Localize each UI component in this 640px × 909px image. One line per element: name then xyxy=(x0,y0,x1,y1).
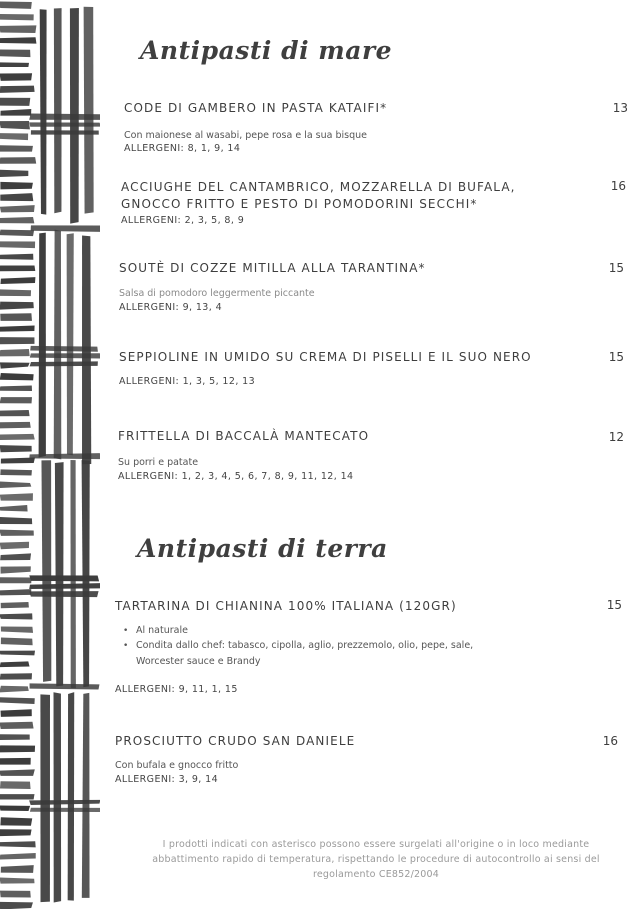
brush-stroke xyxy=(0,98,30,106)
brush-stroke xyxy=(0,517,32,524)
menu-item-price: 16 xyxy=(602,734,618,748)
menu-item-description: Salsa di pomodoro leggermente piccante xyxy=(119,288,315,299)
menu-item-name: ACCIUGHE DEL CANTAMBRICO, MOZZARELLA DI BUFALA, GNOCCO FRITTO E PESTO DI POMODORINI SECCHI* xyxy=(121,180,516,211)
brush-stroke xyxy=(0,73,32,81)
brush-stroke xyxy=(0,829,32,836)
brush-stroke xyxy=(1,626,33,632)
brush-stroke xyxy=(0,817,32,825)
brush-stroke xyxy=(0,794,34,799)
brush-stroke xyxy=(0,145,33,151)
brush-stroke xyxy=(68,692,75,901)
menu-item-price: 13 xyxy=(612,101,628,115)
brush-stroke xyxy=(82,460,90,687)
brush-stroke xyxy=(0,397,32,403)
option-item: • Al naturale xyxy=(120,624,473,639)
brush-stroke xyxy=(30,808,100,812)
brush-stroke xyxy=(0,505,28,511)
brush-stroke xyxy=(0,193,33,201)
brush-stroke xyxy=(0,469,32,475)
brush-stroke xyxy=(0,745,35,752)
brush-stroke xyxy=(0,902,33,909)
footnote: I prodotti indicati con asterisco possono essere surgelati all'origine o in loco mediante abbattimento rapido di temperatura, rispettando le procedure di autocontrollo ai sensi del regolamento CE852/2004 xyxy=(152,839,600,880)
menu-item-price: 15 xyxy=(608,350,624,364)
brush-stroke xyxy=(0,853,36,860)
brush-stroke xyxy=(1,865,34,873)
brush-stroke xyxy=(70,460,75,688)
menu-item-allergens: ALLERGENI: 1, 2, 3, 4, 5, 6, 7, 8, 9, 11, 12, 14 xyxy=(118,471,354,482)
menu-item-allergens: ALLERGENI: 8, 1, 9, 14 xyxy=(124,143,241,154)
brush-stroke xyxy=(0,14,34,20)
brush-stroke xyxy=(0,877,35,883)
brush-stroke xyxy=(39,233,46,458)
brush-stroke xyxy=(31,225,100,231)
brush-stroke xyxy=(54,8,62,213)
menu-item-description: Con maionese al wasabi, pepe rosa e la sua bisque xyxy=(124,130,367,141)
brush-stroke xyxy=(0,230,34,237)
brush-stroke xyxy=(0,62,29,67)
brush-stroke xyxy=(29,583,100,589)
brush-stroke xyxy=(40,9,47,214)
menu-item-price: 15 xyxy=(606,598,622,612)
brush-stroke xyxy=(0,170,28,177)
brush-stroke xyxy=(54,230,62,460)
brush-stroke xyxy=(0,37,36,43)
brush-stroke xyxy=(40,694,50,902)
option-item-continuation: Worcester sauce e Brandy xyxy=(136,656,261,667)
brush-stroke xyxy=(0,758,31,765)
brush-stroke xyxy=(0,349,30,356)
brush-stroke xyxy=(0,362,30,368)
brush-stroke xyxy=(0,686,29,693)
brush-stroke xyxy=(0,277,35,284)
brush-stroke xyxy=(1,709,32,717)
brush-stroke xyxy=(0,697,35,704)
menu-item-allergens: ALLERGENI: 9, 13, 4 xyxy=(119,302,223,313)
brush-stroke xyxy=(54,692,62,902)
brush-stroke xyxy=(0,217,34,223)
brush-stroke xyxy=(0,722,34,729)
brush-stroke xyxy=(0,445,32,452)
brush-stroke xyxy=(0,769,35,776)
brush-stroke xyxy=(0,493,33,500)
brush-stroke xyxy=(70,8,79,224)
brush-stroke xyxy=(55,462,64,686)
brush-stroke xyxy=(0,241,35,248)
brush-stroke xyxy=(82,235,91,464)
brush-stroke xyxy=(0,434,35,440)
menu-item-allergens: ALLERGENI: 2, 3, 5, 8, 9 xyxy=(121,215,245,226)
brush-stroke xyxy=(0,577,31,583)
brush-stroke xyxy=(0,302,34,310)
brush-stroke xyxy=(0,205,35,212)
menu-item-price: 12 xyxy=(608,430,624,444)
brush-stroke xyxy=(0,530,34,536)
menu-item-name: TARTARINA DI CHIANINA 100% ITALIANA (120GR) xyxy=(115,599,457,613)
brush-stroke xyxy=(84,7,94,214)
section-title-antipasti-di-terra: Antipasti di terra xyxy=(137,534,388,563)
brush-stroke xyxy=(0,182,33,189)
option-item: • Condita dallo chef: tabasco, cipolla, aglio, prezzemolo, olio, pepe, sale, xyxy=(120,639,473,654)
brush-stroke xyxy=(0,373,34,380)
brush-stroke xyxy=(0,542,29,549)
brush-stroke xyxy=(0,86,35,93)
brush-stroke xyxy=(0,422,31,428)
brush-stroke xyxy=(1,566,31,573)
brush-stroke xyxy=(0,265,35,271)
brush-stroke xyxy=(0,109,31,116)
menu-item-allergens: ALLERGENI: 3, 9, 14 xyxy=(115,774,219,785)
brush-stroke xyxy=(0,481,31,488)
menu-item-name: SEPPIOLINE IN UMIDO SU CREMA DI PISELLI E IL SUO NERO xyxy=(119,350,532,364)
menu-item-price: 16 xyxy=(610,179,626,193)
brush-stroke xyxy=(0,673,32,679)
brush-stroke xyxy=(0,157,36,164)
brush-stroke xyxy=(82,693,90,898)
brush-stroke xyxy=(1,602,29,608)
menu-item-price: 15 xyxy=(608,261,624,275)
brush-stroke xyxy=(0,289,31,296)
brush-stroke xyxy=(0,613,32,619)
brush-stroke xyxy=(41,460,51,682)
brush-stroke xyxy=(0,337,34,344)
brush-stroke xyxy=(1,638,33,646)
brush-stroke xyxy=(0,891,31,898)
brush-stroke xyxy=(0,841,36,847)
brush-stroke xyxy=(0,254,33,260)
brush-stroke xyxy=(0,781,31,789)
brush-stroke xyxy=(0,734,30,740)
brush-stroke xyxy=(0,806,30,811)
menu-item-name: FRITTELLA DI BACCALÀ MANTECATO xyxy=(118,429,370,443)
options-list xyxy=(120,624,473,653)
menu-item-name: CODE DI GAMBERO IN PASTA KATAIFI* xyxy=(124,101,388,115)
brush-stroke xyxy=(1,457,35,463)
menu-item-description: Con bufala e gnocco fritto xyxy=(115,760,239,771)
brush-stroke xyxy=(0,133,28,140)
brush-stroke xyxy=(0,325,35,331)
menu-item-allergens: ALLERGENI: 1, 3, 5, 12, 13 xyxy=(119,376,256,387)
brush-stroke xyxy=(67,233,74,455)
menu-item-name: SOUTÈ DI COZZE MITILLA ALLA TARANTINA* xyxy=(119,261,426,275)
brush-stroke xyxy=(0,121,30,129)
brush-stroke xyxy=(0,661,30,667)
brush-stripe-decoration xyxy=(0,0,100,909)
menu-item-name: PROSCIUTTO CRUDO SAN DANIELE xyxy=(115,734,356,748)
brush-stroke xyxy=(0,313,32,321)
brush-stroke xyxy=(0,410,30,416)
brush-stroke xyxy=(0,553,31,560)
brush-stroke xyxy=(0,49,30,57)
brush-stroke xyxy=(0,385,32,390)
menu-item-allergens: ALLERGENI: 9, 11, 1, 15 xyxy=(115,684,238,695)
menu-item-description: Su porri e patate xyxy=(118,457,199,468)
brush-stroke xyxy=(0,589,31,595)
brush-stroke xyxy=(0,1,32,8)
brush-stroke xyxy=(0,25,36,33)
brush-stroke xyxy=(0,651,35,656)
section-title-antipasti-di-mare: Antipasti di mare xyxy=(140,36,393,65)
